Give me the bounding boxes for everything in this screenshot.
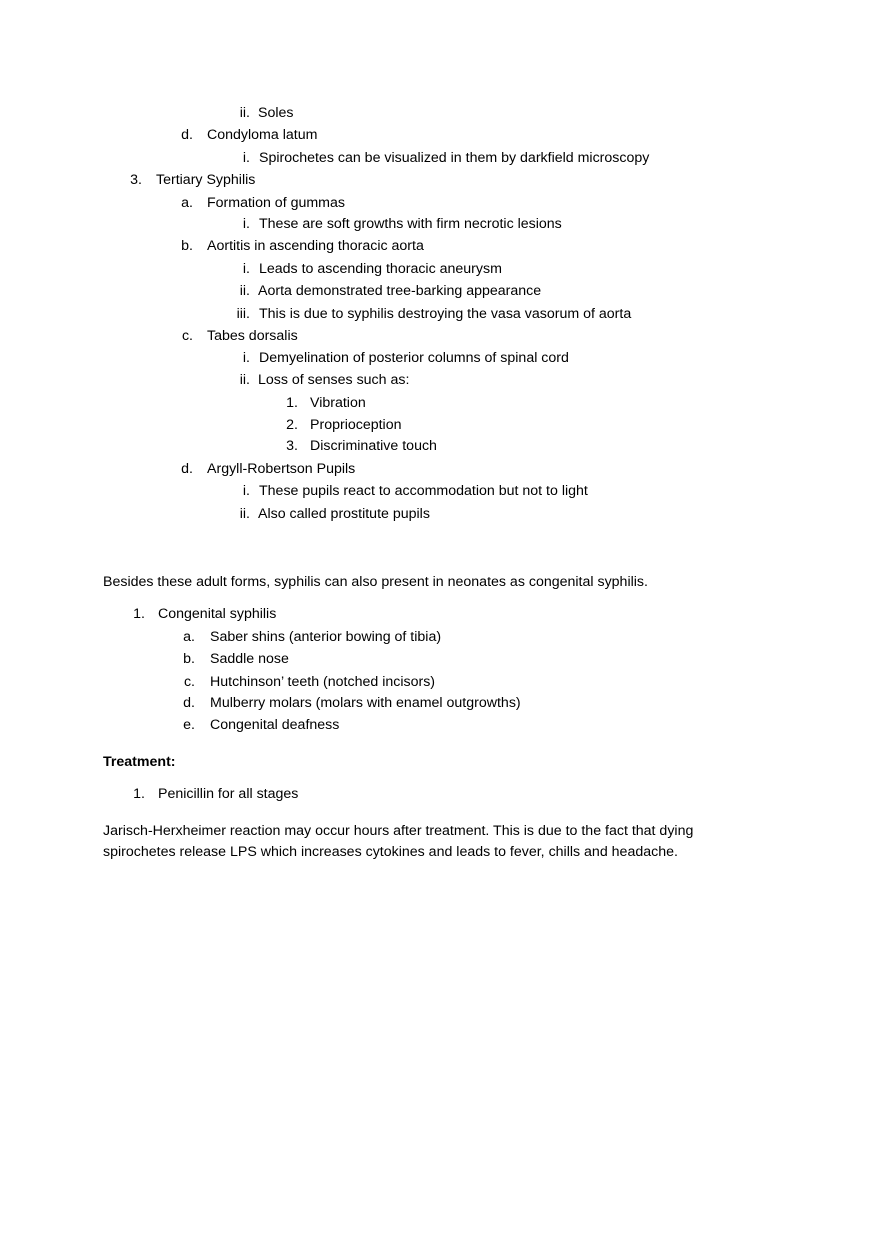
list-marker: i.: [242, 483, 250, 499]
list-item: Tertiary Syphilis: [156, 172, 256, 188]
list-marker: ii.: [239, 506, 250, 522]
list-marker: a.: [183, 629, 195, 645]
list-item: Mulberry molars (molars with enamel outgrowths): [210, 695, 521, 711]
list-marker: 3.: [286, 438, 298, 454]
list-marker: i.: [242, 350, 250, 366]
list-item: Argyll-Robertson Pupils: [207, 461, 356, 477]
list-marker: ii.: [239, 105, 250, 121]
list-item: Soles: [258, 105, 294, 121]
list-marker: c.: [181, 328, 193, 344]
list-item: Discriminative touch: [310, 438, 437, 454]
list-item: Also called prostitute pupils: [258, 506, 430, 522]
list-item: Proprioception: [310, 417, 402, 433]
list-marker: b.: [181, 238, 193, 254]
list-item: Hutchinson’ teeth (notched incisors): [210, 674, 436, 690]
list-item: Vibration: [310, 395, 366, 411]
list-item: Formation of gummas: [207, 195, 345, 211]
list-marker: d.: [183, 695, 195, 711]
list-marker: a.: [181, 195, 193, 211]
list-marker: d.: [181, 127, 193, 143]
list-marker: 1.: [133, 786, 145, 802]
list-item: Leads to ascending thoracic aneurysm: [259, 261, 502, 277]
list-marker: d.: [181, 461, 193, 477]
list-marker: i.: [242, 261, 250, 277]
list-item: Tabes dorsalis: [207, 328, 298, 344]
list-item: Aortitis in ascending thoracic aorta: [207, 238, 424, 254]
list-marker: e.: [183, 717, 195, 733]
list-marker: 1.: [286, 395, 298, 411]
paragraph-line: spirochetes release LPS which increases cytokines and leads to fever, chills and headache.: [103, 844, 678, 860]
list-item: Congenital syphilis: [158, 606, 277, 622]
paragraph-line: Jarisch-Herxheimer reaction may occur hours after treatment. This is due to the fact that dying: [103, 823, 694, 839]
list-marker: 2.: [286, 417, 298, 433]
list-item: Congenital deafness: [210, 717, 340, 733]
list-marker: i.: [242, 216, 250, 232]
list-item: Loss of senses such as:: [258, 372, 410, 388]
treatment-heading: Treatment:: [103, 754, 176, 770]
list-item: Saddle nose: [210, 651, 289, 667]
list-item: Saber shins (anterior bowing of tibia): [210, 629, 442, 645]
list-item: Condyloma latum: [207, 127, 318, 143]
list-item: These pupils react to accommodation but not to light: [259, 483, 588, 499]
list-marker: i.: [242, 150, 250, 166]
list-marker: ii.: [239, 283, 250, 299]
list-item: Aorta demonstrated tree-barking appearance: [258, 283, 542, 299]
list-marker: iii.: [236, 306, 250, 322]
list-item: Penicillin for all stages: [158, 786, 299, 802]
list-marker: c.: [183, 674, 195, 690]
list-item: Demyelination of posterior columns of spinal cord: [259, 350, 569, 366]
list-marker: ii.: [239, 372, 250, 388]
list-marker: 3.: [130, 172, 142, 188]
list-item: These are soft growths with firm necrotic lesions: [259, 216, 562, 232]
list-item: Spirochetes can be visualized in them by darkfield microscopy: [259, 150, 650, 166]
list-marker: b.: [183, 651, 195, 667]
list-item: This is due to syphilis destroying the vasa vasorum of aorta: [259, 306, 632, 322]
intro-paragraph: Besides these adult forms, syphilis can also present in neonates as congenital syphilis.: [103, 574, 648, 590]
list-marker: 1.: [133, 606, 145, 622]
